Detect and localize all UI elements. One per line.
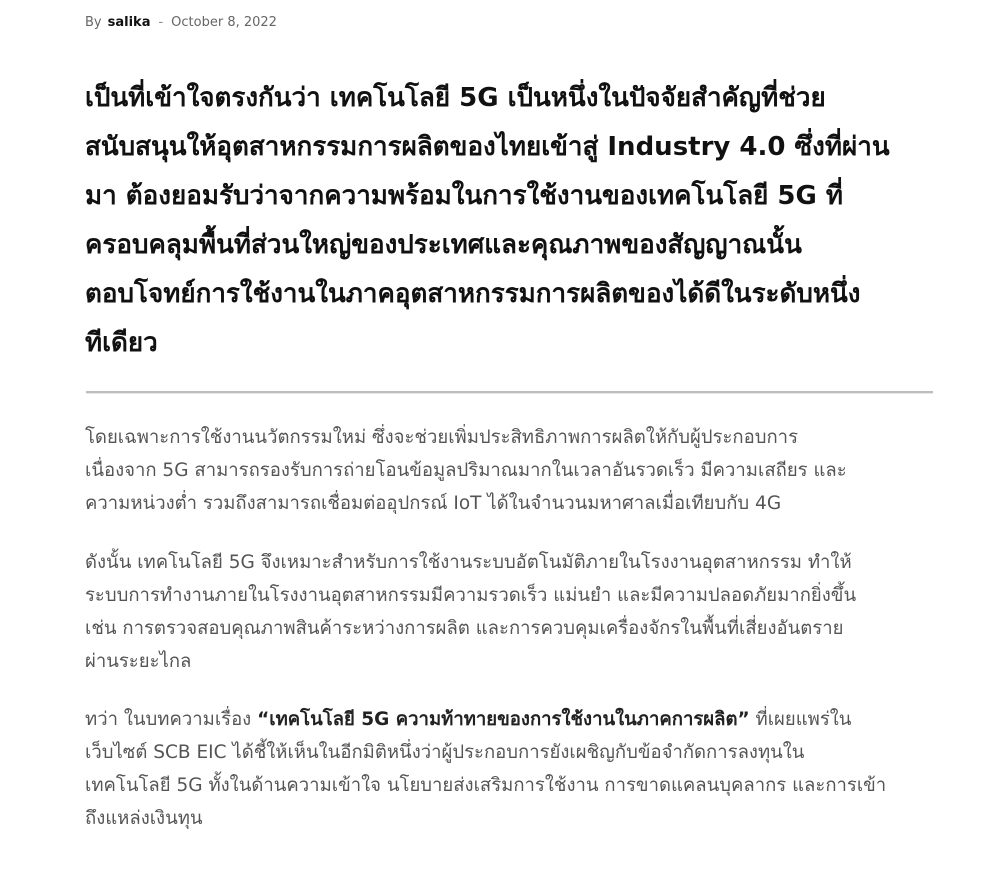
paragraph-text: ทว่า ในบทความเรื่อง	[85, 709, 258, 730]
paragraph-line: เช่น การตรวจสอบคุณภาพสินค้าระหว่างการผลิต และการควบคุมเครื่องจักรในพื้นที่เสี่ยงอันตราย	[85, 618, 844, 639]
paragraph-line	[85, 703, 945, 736]
lead-line: ตอบโจทย์การใช้งานในภาคอุตสาหกรรมการผลิตของได้ดีในระดับหนึ่ง	[85, 279, 861, 309]
byline-by-label: By	[85, 15, 102, 30]
paragraph-line: ความหน่วงต่ำ รวมถึงสามารถเชื่อมต่ออุปกรณ์ IoT ได้ในจำนวนมหาศาลเมื่อเทียบกับ 4G	[85, 493, 782, 514]
lead-line: มา ต้องยอมรับว่าจากความพร้อมในการใช้งานของเทคโนโลยี 5G ที่	[85, 181, 844, 211]
lead-line: ทีเดียว	[85, 328, 158, 358]
lead-line: สนับสนุนให้อุตสาหกรรมการผลิตของไทยเข้าสู่ Industry 4.0 ซึ่งที่ผ่าน	[85, 132, 890, 162]
body-paragraph-1	[85, 421, 945, 520]
author-link[interactable]: salika	[107, 15, 151, 30]
body-paragraph-3	[85, 703, 945, 835]
article-title-quote: “เทคโนโลยี 5G ความท้าทายของการใช้งานในภาคการผลิต”	[257, 709, 750, 730]
paragraph-line: ระบบการทำงานภายในโรงงานอุตสาหกรรมมีความรวดเร็ว แม่นยำ และมีความปลอดภัยมากยิ่งขึ้น	[85, 585, 857, 606]
paragraph-line: เทคโนโลยี 5G ทั้งในด้านความเข้าใจ นโยบายส่งเสริมการใช้งาน การขาดแคลนบุคลากร และการเข้า	[85, 775, 887, 796]
paragraph-line: ดังนั้น เทคโนโลยี 5G จึงเหมาะสำหรับการใช้งานระบบอัตโนมัติภายในโรงงานอุตสาหกรรม ทำให้	[85, 552, 852, 573]
paragraph-line: ถึงแหล่งเงินทุน	[85, 808, 203, 829]
article-byline	[85, 13, 277, 33]
paragraph-line: ผ่านระยะไกล	[85, 651, 192, 672]
paragraph-line: เนื่องจาก 5G สามารถรองรับการถ่ายโอนข้อมูลปริมาณมากในเวลาอันรวดเร็ว มีความเสถียร และ	[85, 460, 847, 481]
section-divider	[86, 391, 933, 393]
body-paragraph-2	[85, 546, 945, 678]
byline-separator: -	[158, 15, 164, 30]
paragraph-line: โดยเฉพาะการใช้งานนวัตกรรมใหม่ ซึ่งจะช่วยเพิ่มประสิทธิภาพการผลิตให้กับผู้ประกอบการ	[85, 427, 798, 448]
lead-line: เป็นที่เข้าใจตรงกันว่า เทคโนโลยี 5G เป็นหนึ่งในปัจจัยสำคัญที่ช่วย	[85, 83, 826, 113]
publish-date: October 8, 2022	[171, 15, 277, 30]
paragraph-line: เว็บไซต์ SCB EIC ได้ชี้ให้เห็นในอีกมิติหนึ่งว่าผู้ประกอบการยังเผชิญกับข้อจำกัดการลงทุนใน	[85, 742, 805, 763]
lead-heading	[85, 74, 935, 368]
paragraph-text: ที่เผยแพร่ใน	[749, 709, 852, 730]
lead-line: ครอบคลุมพื้นที่ส่วนใหญ่ของประเทศและคุณภาพของสัญญาณนั้น	[85, 230, 802, 260]
